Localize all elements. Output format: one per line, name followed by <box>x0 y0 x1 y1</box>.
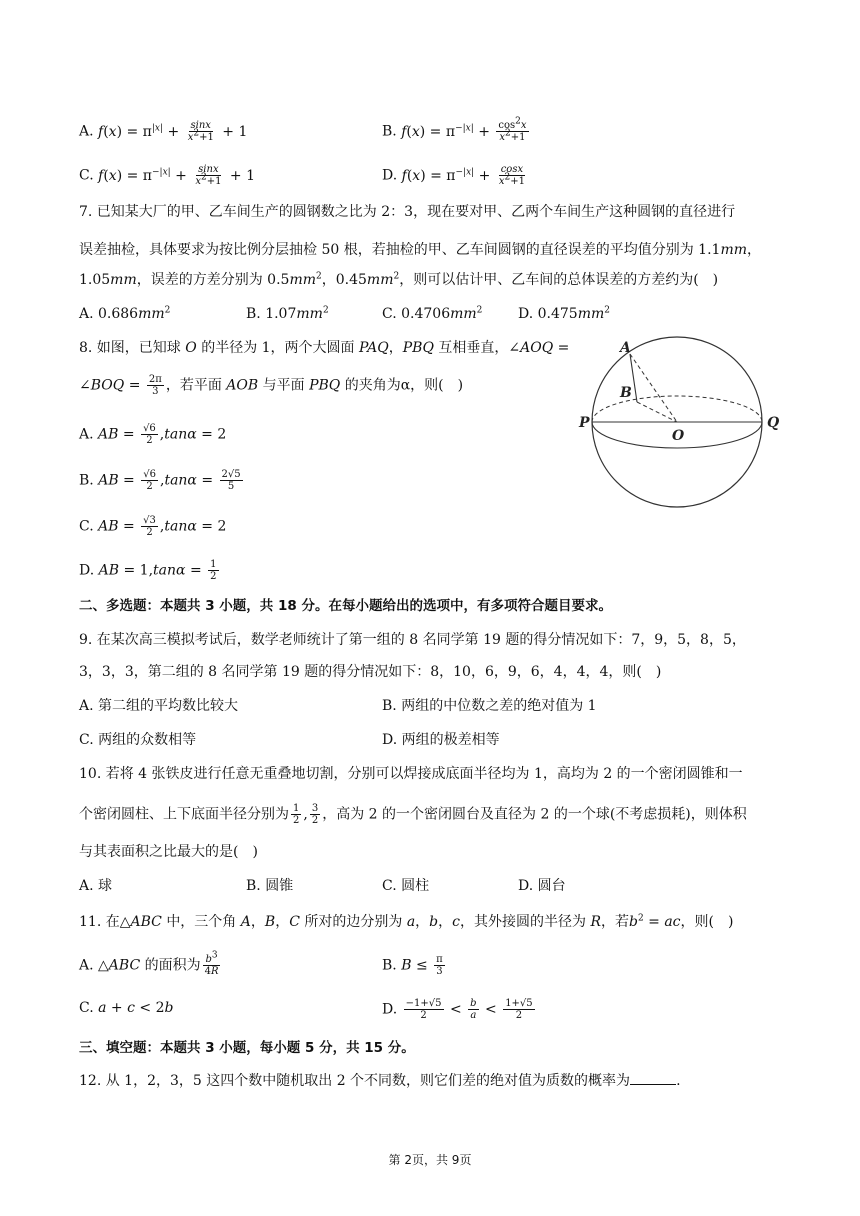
q9-line2: 3，3，3，第二组的 8 名同学第 19 题的得分情况如下：8，10，6，9，6，4，4，4，则( ) <box>79 664 662 680</box>
label-b: B <box>620 385 632 401</box>
label-a: A <box>620 340 631 356</box>
q11-line1: 11. 在△ABC 中，三个角 A，B，C 所对的边分别为 a，b，c，其外接圆的半径为 R，若$b^2$ = ac，则( ) <box>79 913 734 930</box>
q9-line1: 9. 在某次高三模拟考试后，数学老师统计了第一组的 8 名同学第 19 题的得分情况如下：7，9，5，8，5， <box>79 632 746 648</box>
q10-option-d: D. 圆台 <box>518 878 566 894</box>
equator-back <box>592 396 762 422</box>
q10-option-b: B. 圆锥 <box>246 878 294 894</box>
q10-line3: 与其表面积之比最大的是( ) <box>79 844 258 860</box>
q7-line3: 1.05mm，误差的方差分别为 $0.5mm^2$，$0.45mm^2$，则可以估计甲、乙车间的总体误差的方差约为( ) <box>79 271 719 288</box>
q6-option-d: D. $f(x) = \pi^{-|x|}$ + $\frac{\cos x}{x^2+1}$ <box>382 164 525 187</box>
q6-option-c: C. $f(x) = \pi^{-|x|}$ + $\frac{\sin x}{x^2+1}$ + 1 <box>79 164 255 187</box>
q7-option-d: D. $0.475mm^2$ <box>518 305 611 322</box>
q7-option-c: C. $0.4706mm^2$ <box>382 305 483 322</box>
q11-option-c: C. a + c < 2b <box>79 1000 174 1016</box>
q12-line: 12. 从 1，2，3，5 这四个数中随机取出 2 个不同数，则它们差的绝对值为质数的概率为 . <box>79 1070 681 1091</box>
section-3-heading: 三、填空题：本题共 3 小题，每小题 5 分，共 15 分。 <box>79 1040 415 1056</box>
answer-blank <box>630 1070 676 1085</box>
segment-bo <box>637 402 677 422</box>
q8-option-a: A. AB = $\frac{√6}{2}$ ,tanα = 2 <box>79 423 227 446</box>
q10-line1: 10. 若将 4 张铁皮进行任意无重叠地切割，分别可以焊接成底面半径均为 1，高均为 2 的一个密闭圆锥和一 <box>79 766 743 782</box>
q6-option-a: A. $f(x) = \pi^{|x|}$ + $\frac{\sin x}{x^2+1}$ + 1 <box>79 120 248 143</box>
q7-option-a: A. $0.686mm^2$ <box>79 305 171 322</box>
q8-option-b: B. AB = $\frac{√6}{2}$ ,tanα = $\frac{2√5}{5}$ <box>79 469 241 492</box>
q7-line2: 误差抽检，具体要求为按比例分层抽检 50 根，若抽检的甲、乙车间圆钢的直径误差的平均值分别为 1.1mm， <box>79 242 761 258</box>
q11-option-d: D. $\frac{-1+√5}{2}$ < $\frac{b}{a}$ < $\frac{1+√5}{2}$ <box>382 998 533 1021</box>
q11-option-a: A. △ABC 的面积为 $\frac{b^3}{4R}$ <box>79 950 219 977</box>
q8-line1: 8. 如图，已知球 O 的半径为 1，两个大圆面 PAQ，PBQ 互相垂直，∠AOQ = <box>79 340 570 356</box>
q9-option-c: C. 两组的众数相等 <box>79 732 197 748</box>
segment-ao <box>630 354 677 422</box>
q8-option-c: C. AB = $\frac{√3}{2}$ ,tanα = 2 <box>79 515 227 538</box>
q10-line2: 个密闭圆柱、上下底面半径分别为 $\frac{1}{2}$ , $\frac{3}{2}$ ，高为 2 的一个密闭圆台及直径为 2 的一个球(不考虑损耗)，则体积 <box>79 803 747 826</box>
page-footer: 第 2页，共 9页 <box>388 1153 472 1167</box>
q7-line1: 7. 已知某大厂的甲、乙车间生产的圆钢数之比为 2：3，现在要对甲、乙两个车间生产这种圆钢的直径进行 <box>79 204 736 220</box>
q9-option-a: A. 第二组的平均数比较大 <box>79 698 239 714</box>
q9-option-d: D. 两组的极差相等 <box>382 732 500 748</box>
label-q: Q <box>767 415 780 431</box>
section-2-heading: 二、多选题：本题共 3 小题，共 18 分。在每小题给出的选项中，有多项符合题目要求。 <box>79 598 612 614</box>
q11-option-b: B. B ≤ $\frac{\pi}{3}$ <box>382 954 443 977</box>
q9-option-b: B. 两组的中位数之差的绝对值为 1 <box>382 698 597 714</box>
q8-option-d: D. AB = 1,tanα = $\frac{1}{2}$ <box>79 559 217 582</box>
q6-option-b: B. $f(x) = \pi^{-|x|}$ + $\frac{\cos^2x}{x^2+1}$ <box>382 116 527 143</box>
q8-line2: ∠BOQ = $\frac{2\pi}{3}$ ，若平面 AOB 与平面 PBQ 的夹角为α，则( ) <box>79 374 464 397</box>
q10-option-a: A. 球 <box>79 878 113 894</box>
label-p: P <box>579 415 590 431</box>
q10-option-c: C. 圆柱 <box>382 878 430 894</box>
sphere-figure <box>576 336 786 516</box>
label-o: O <box>672 428 685 444</box>
q7-option-b: B. $1.07mm^2$ <box>246 305 329 322</box>
